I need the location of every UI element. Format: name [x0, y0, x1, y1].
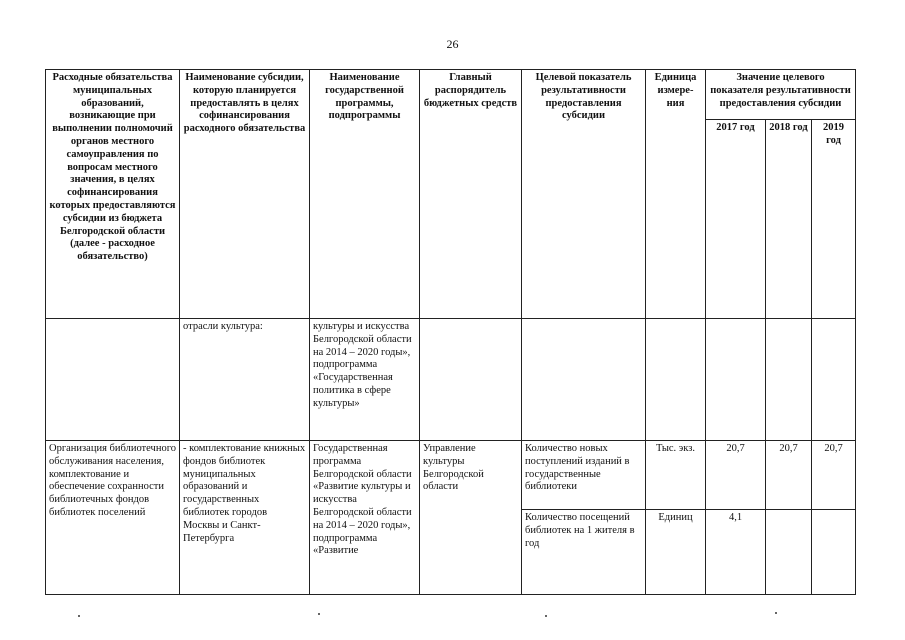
- scan-dot: [545, 615, 547, 617]
- header-row: [46, 70, 856, 120]
- cont-2018: [766, 319, 812, 441]
- header-budget-manager: Главный распорядитель бюджетных средств: [420, 70, 522, 319]
- cont-obligations: [46, 319, 180, 441]
- indicator-unit: Тыс. экз.: [646, 441, 706, 510]
- cont-subsidy-name: отрасли культура:: [180, 319, 310, 441]
- subsidy-table: [45, 69, 856, 595]
- cont-budget-manager: [420, 319, 522, 441]
- indicator-value-2018: 20,7: [766, 441, 812, 510]
- cont-program: культуры и искусства Белгородской области на 2014 – 2020 годы», подпрограмма «Государственная политика в сфере культуры»: [310, 319, 420, 441]
- main-subsidy-name: - комплектование книжных фондов библиотек муниципальных образований и государственных библиотек городов Москвы и Санкт-Петербурга: [180, 441, 310, 595]
- main-budget-manager: Управление культуры Белгородской области: [420, 441, 522, 595]
- scan-dot: [78, 615, 80, 617]
- table-row: [46, 441, 856, 510]
- cont-2017: [706, 319, 766, 441]
- header-target-indicator: Целевой показатель результативности предоставления субсидии: [522, 70, 646, 319]
- indicator-name: Количество новых поступлений изданий в государственные библиотеки: [522, 441, 646, 510]
- indicator-value-2018: [766, 510, 812, 595]
- scan-dot: [775, 612, 777, 614]
- main-program: Государственная программа Белгородской области «Развитие культуры и искусства Белгородской области на 2014 – 2020 годы», подпрограмма «Развитие: [310, 441, 420, 595]
- scan-marks: [0, 610, 905, 630]
- header-program: Наименование государственной программы, подпрограммы: [310, 70, 420, 319]
- header-subsidy-name: Наименование субсидии, которую планируется предоставлять в целях софинансирования расходного обязательства: [180, 70, 310, 319]
- indicator-value-2019: [812, 510, 856, 595]
- indicator-value-2017: 20,7: [706, 441, 766, 510]
- header-indicator-value: Значение целевого показателя результативности предоставления субсидии: [706, 70, 856, 120]
- cont-2019: [812, 319, 856, 441]
- indicator-value-2019: 20,7: [812, 441, 856, 510]
- cont-unit: [646, 319, 706, 441]
- header-year-2019: 2019 год: [812, 120, 856, 319]
- header-year-2018: 2018 год: [766, 120, 812, 319]
- scan-dot: [318, 613, 320, 615]
- cont-target-indicator: [522, 319, 646, 441]
- main-obligation: Организация библиотечного обслуживания населения, комплектование и обеспечение сохранности библиотечных фондов библиотек поселений: [46, 441, 180, 595]
- continuation-row: [46, 319, 856, 441]
- header-obligations: Расходные обязательства муниципальных образований, возникающие при выполнении полномочий органов местного самоуправления по вопросам местного значения, в целях софинансирования которых предоставляются субсидии из бюджета Белгородской области (далее - расходное обязательство): [46, 70, 180, 319]
- header-year-2017: 2017 год: [706, 120, 766, 319]
- header-unit: Единица измере-ния: [646, 70, 706, 319]
- indicator-value-2017: 4,1: [706, 510, 766, 595]
- indicator-name: Количество посещений библиотек на 1 жителя в год: [522, 510, 646, 595]
- page-number: 26: [446, 37, 459, 51]
- indicator-unit: Единиц: [646, 510, 706, 595]
